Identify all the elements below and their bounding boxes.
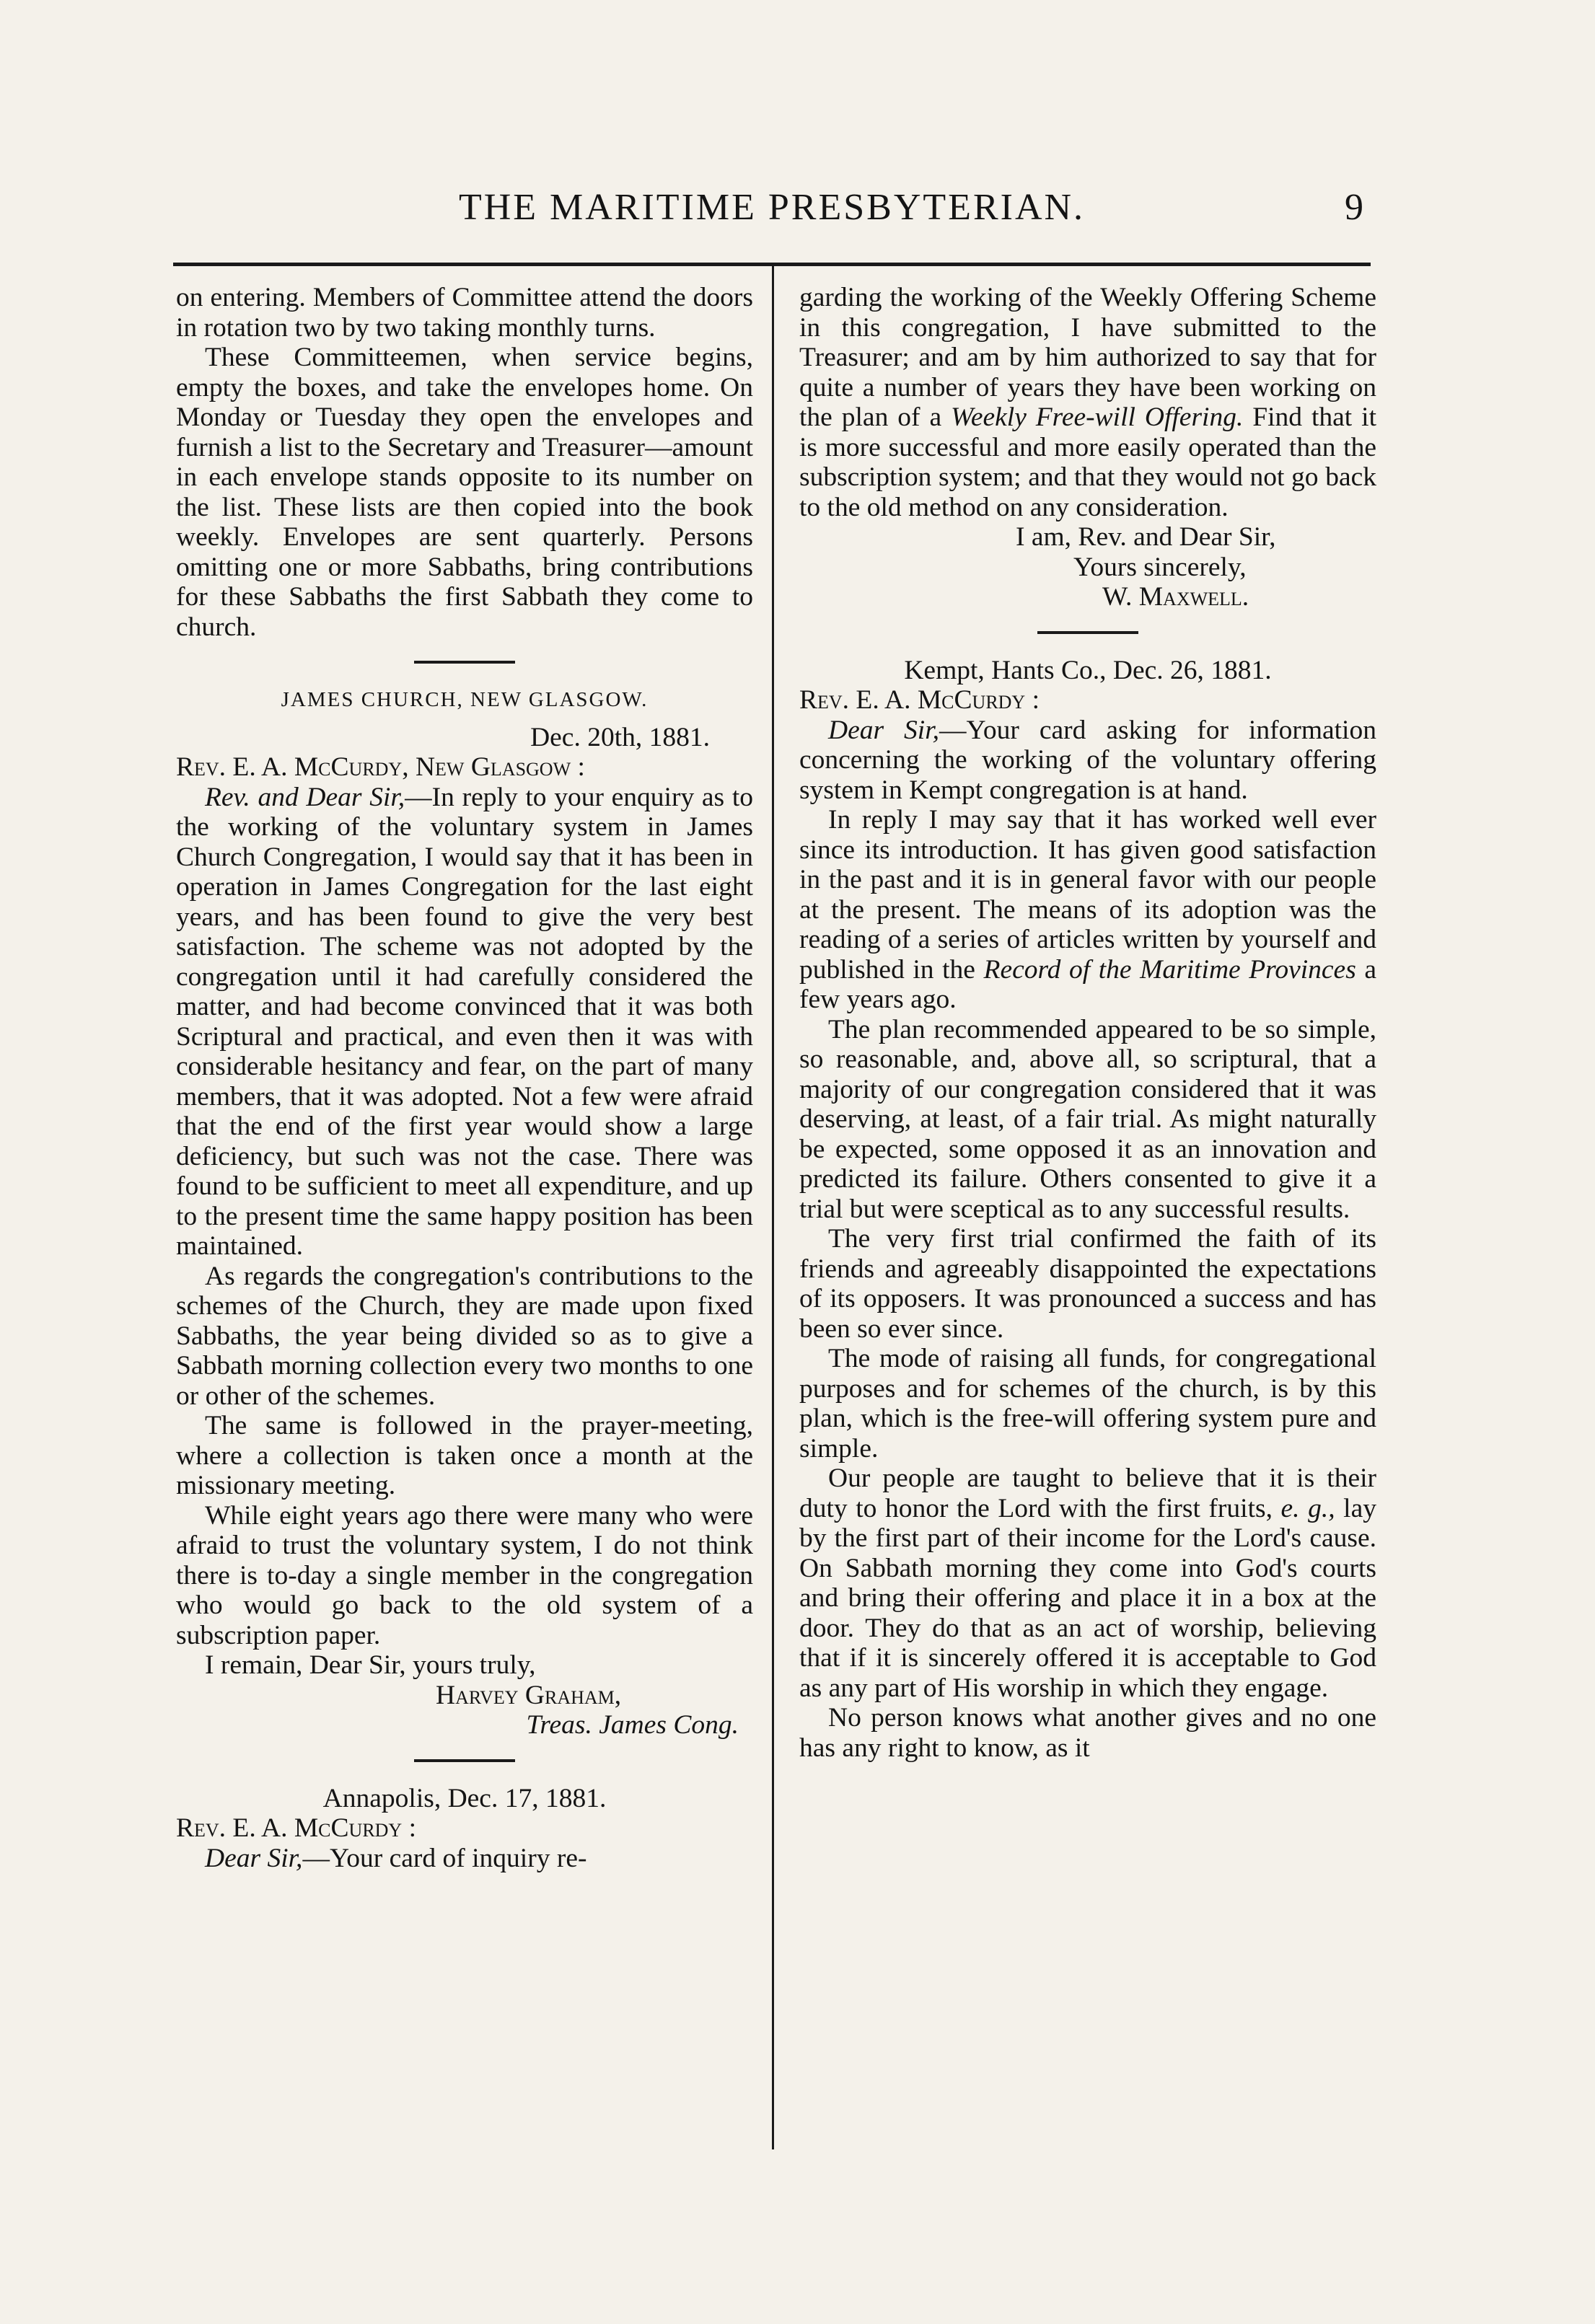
letter3-paragraph-3: The plan recommended appeared to be so simple, so reasonable, and, above all, so scriptural, that a majority of our congregation considered that it was deserving, at least, of a fair trial. As might naturally be expected, some opposed it as an innovation and predicted its failure. Others consented to give it a trial but were sceptical as to any successful results. — [799, 1014, 1376, 1224]
letter1-date: Dec. 20th, 1881. — [530, 722, 710, 752]
letter1-paragraph-2: As regards the congregation's contributions to the schemes of the Church, they are made upon fixed Sabbaths, the year being divided so as to give a Sabbath morning collection every two months to one or other of the schemes. — [176, 1261, 753, 1411]
letter-separator — [1037, 631, 1138, 634]
letter1-paragraph-3: The same is followed in the prayer-meeting, where a collection is taken once a month at the missionary meeting. — [176, 1411, 753, 1500]
section-heading: JAMES CHURCH, NEW GLASGOW. — [281, 688, 649, 711]
letter2-continued-end: Find that it is more successful and more easily operated than the subscription system; and that they would not go back to the old method on any consideration. — [799, 402, 1377, 522]
letter3-paragraph-4: The very first trial confirmed the faith of its friends and agreeably disappointed the expectations of its opposers. It was pronounced a success and has been so ever since. — [799, 1224, 1376, 1344]
letter2-paragraph-1-text: —Your card of inquiry re- — [302, 1843, 587, 1873]
journal-title: THE MARITIME PRESBYTERIAN. — [458, 187, 1086, 228]
letter2-paragraph-1-continued — [799, 283, 1376, 522]
right-column — [799, 283, 1376, 1763]
letter1-paragraph-1 — [176, 783, 753, 1262]
letter3-italic-eg: e. g., — [1280, 1493, 1335, 1523]
letter1-closing: I remain, Dear Sir, yours truly, — [205, 1650, 536, 1680]
letter1-salutation: Rev. and Dear Sir, — [205, 782, 405, 812]
section-separator — [414, 661, 515, 664]
left-column — [176, 283, 753, 1873]
letter3-paragraph-6-end: lay by the first part of their income for the Lord's cause. On Sabbath morning they come into God's courts and bring their offering and place it in a box at the door. They do that as an act of worship, believing that if it is sincerely offered it is acceptable to God as any part of His worship in which they engage. — [799, 1493, 1376, 1703]
letter1-addressee: Rev. E. A. McCurdy, New Glasgow : — [176, 752, 585, 782]
letter1-signature-title: Treas. James Cong. — [526, 1710, 739, 1740]
letter3-paragraph-2-end: a few years ago. — [799, 954, 1377, 1014]
letter2-paragraph-1 — [176, 1844, 753, 1874]
letter2-addressee: Rev. E. A. McCurdy : — [176, 1813, 417, 1843]
letter3-paragraph-1-text: —Your card asking for information concerning the working of the voluntary offering system in Kempt congregation is at hand. — [799, 715, 1376, 805]
letter2-italic-phrase: Weekly Free-will Offering. — [951, 402, 1244, 432]
letter3-paragraph-5: The mode of raising all funds, for congregational purposes and for schemes of the church, is by this plan, which is the free-will offering system pure and simple. — [799, 1344, 1376, 1463]
letter3-paragraph-2 — [799, 805, 1376, 1015]
page-header — [173, 186, 1371, 237]
letter3-paragraph-2-text: In reply I may say that it has worked well ever since its introduction. It has given good satisfaction in the past and it is in general favor with our people at the present. The means of its adoption was the reading of a series of articles written by yourself and published in the — [799, 805, 1376, 985]
page-number: 9 — [1345, 187, 1363, 228]
intro-paragraph-2: These Committeemen, when service begins, empty the boxes, and take the envelopes home. On Monday or Tuesday they open the envelopes and furnish a list to the Secretary and Treasurer—amount in each envelope stands opposite to its number on the list. These lists are then copied into the book weekly. Envelopes are sent quarterly. Persons omitting one or more Sabbaths, bring contributions for these Sabbaths the first Sabbath they come to church. — [176, 343, 753, 642]
letter3-publication-title: Record of the Maritime Provinces — [983, 954, 1356, 985]
letter3-paragraph-6 — [799, 1463, 1376, 1703]
letter3-addressee: Rev. E. A. McCurdy : — [799, 685, 1040, 715]
letter3-salutation: Dear Sir, — [828, 715, 940, 745]
letter2-date: Annapolis, Dec. 17, 1881. — [322, 1783, 607, 1813]
letter3-paragraph-6-text: Our people are taught to believe that it is their duty to honor the Lord with the first fruits, — [799, 1463, 1376, 1523]
letter1-paragraph-4: While eight years ago there were many who were afraid to trust the voluntary system, I do not think there is to-day a single member in the congregation who would go back to the old system of a subscription paper. — [176, 1500, 753, 1650]
letter1-paragraph-1-text: —In reply to your enquiry as to the working of the voluntary system in James Church Congregation, I would say that it has been in operation in James Congregation for the last eight years, and has been found to give the very best satisfaction. The scheme was not adopted by the congregation until it had carefully considered the matter, and had become convinced that it was both Scriptural and practical, and even then it was with considerable hesitancy and fear, on the part of many members, that it was adopted. Not a few were afraid that the end of the first year would show a large deficiency, but such was not the case. There was found to be sufficient to meet all expenditure, and up to the present time the same happy position has been maintained. — [176, 782, 753, 1261]
letter2-continued-text: garding the working of the Weekly Offering Scheme in this congregation, I have submitted to the Treasurer; and am by him authorized to say that for quite a number of years they have been working on the plan of a — [799, 283, 1376, 432]
intro-paragraph-1: on entering. Members of Committee attend the doors in rotation two by two taking monthly turns. — [176, 283, 753, 343]
letter2-closing-2: Yours sincerely, — [1073, 552, 1247, 582]
letter2-closing: I am, Rev. and Dear Sir, — [1016, 522, 1276, 552]
letter-separator — [414, 1759, 515, 1762]
letter3-paragraph-7: No person knows what another gives and no one has any right to know, as it — [799, 1703, 1376, 1763]
letter3-paragraph-1 — [799, 716, 1376, 806]
column-rule — [772, 264, 774, 2149]
letter3-date: Kempt, Hants Co., Dec. 26, 1881. — [904, 655, 1272, 685]
letter1-signature: Harvey Graham, — [436, 1680, 622, 1710]
letter2-salutation: Dear Sir, — [205, 1843, 303, 1873]
letter2-signature: W. Maxwell. — [1102, 582, 1249, 612]
